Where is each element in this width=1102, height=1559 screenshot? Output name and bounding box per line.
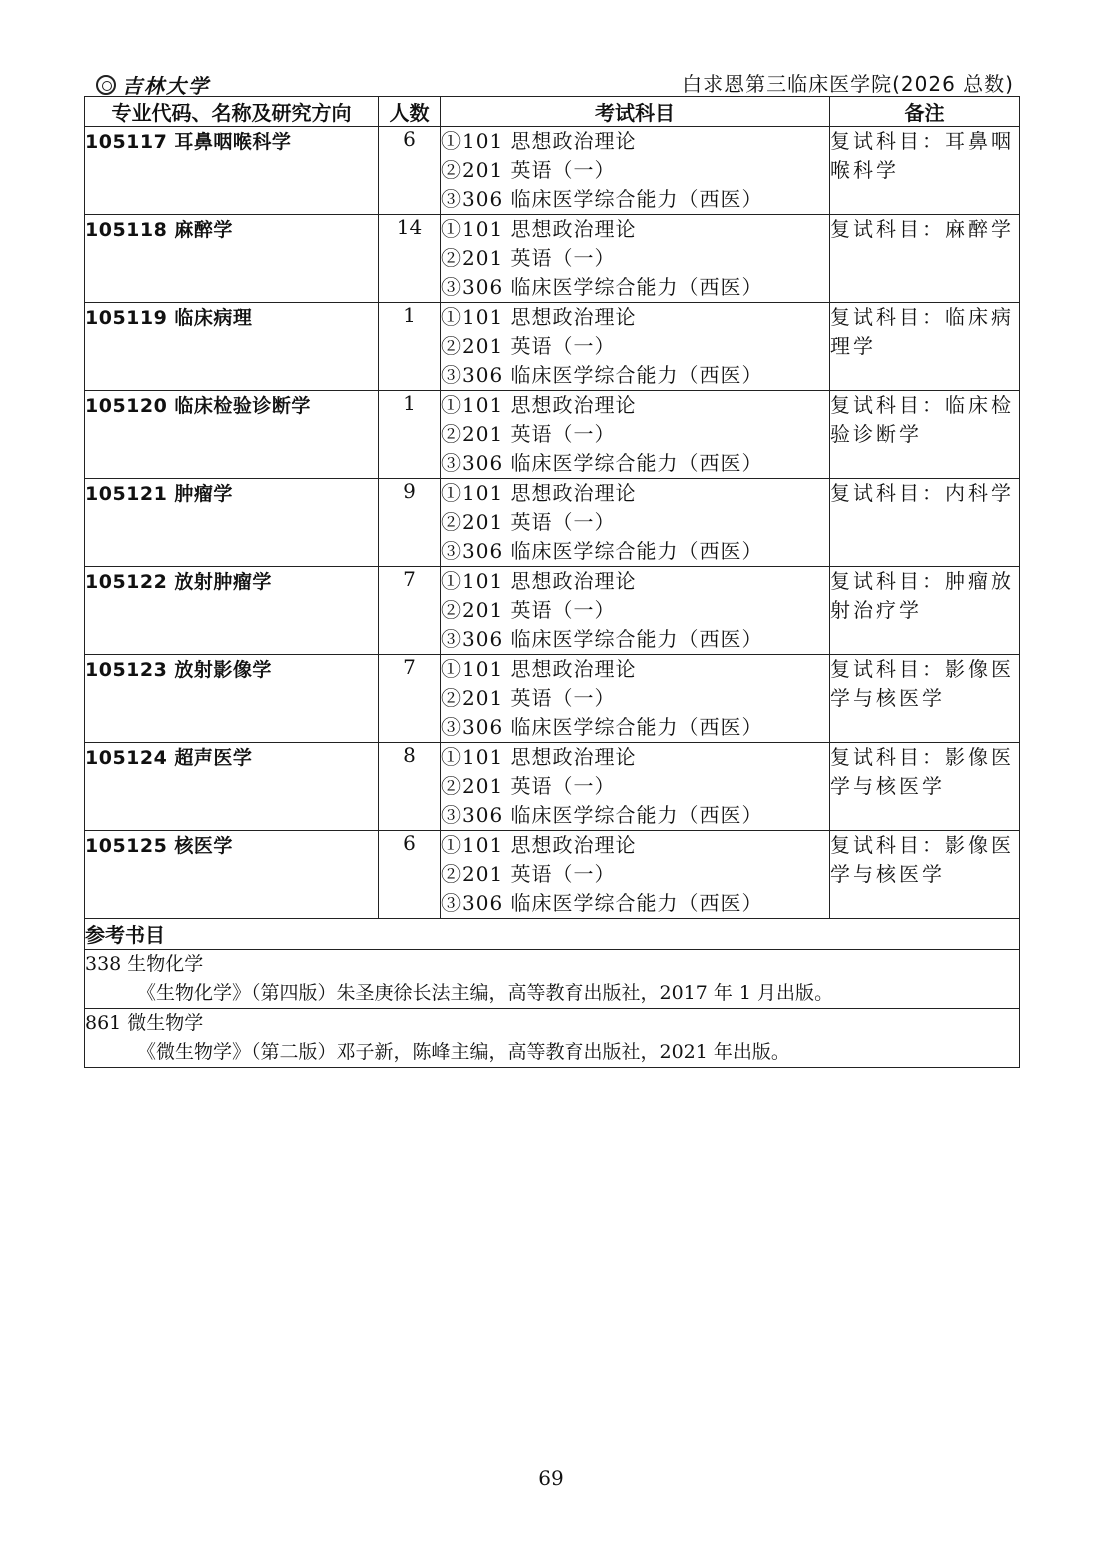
count-cell: 7 bbox=[379, 655, 441, 743]
note-cell: 复试科目：肿瘤放射治疗学 bbox=[830, 567, 1020, 655]
note-cell: 复试科目：影像医学与核医学 bbox=[830, 831, 1020, 919]
table-row bbox=[85, 215, 1020, 303]
subject-line: ②201 英语（一） bbox=[441, 598, 616, 622]
reference-item bbox=[85, 1009, 1020, 1068]
subjects-cell bbox=[441, 743, 830, 831]
subject-line: ③306 临床医学综合能力（西医） bbox=[441, 715, 763, 739]
subject-line: ②201 英语（一） bbox=[441, 158, 616, 182]
table-row bbox=[85, 743, 1020, 831]
university-logo bbox=[96, 70, 210, 99]
subjects-cell bbox=[441, 479, 830, 567]
subject-line: ③306 临床医学综合能力（西医） bbox=[441, 891, 763, 915]
count-cell: 8 bbox=[379, 743, 441, 831]
table-row bbox=[85, 567, 1020, 655]
subject-line: ③306 临床医学综合能力（西医） bbox=[441, 627, 763, 651]
subject-line: ③306 临床医学综合能力（西医） bbox=[441, 451, 763, 475]
references-heading-row bbox=[85, 919, 1020, 950]
page-header bbox=[84, 66, 1018, 96]
subject-line: ②201 英语（一） bbox=[441, 334, 616, 358]
count-cell: 9 bbox=[379, 479, 441, 567]
column-header-major: 专业代码、名称及研究方向 bbox=[85, 97, 379, 127]
subject-line: ②201 英语（一） bbox=[441, 686, 616, 710]
note-cell: 复试科目：内科学 bbox=[830, 479, 1020, 567]
major-cell: 105123 放射影像学 bbox=[85, 655, 379, 743]
table-row bbox=[85, 479, 1020, 567]
subject-line: ③306 临床医学综合能力（西医） bbox=[441, 275, 763, 299]
reference-title: 861 微生物学 bbox=[85, 1012, 204, 1034]
subject-line: ①101 思想政治理论 bbox=[441, 569, 637, 593]
page-number: 69 bbox=[538, 1466, 564, 1490]
column-header-count: 人数 bbox=[379, 97, 441, 127]
subject-line: ③306 临床医学综合能力（西医） bbox=[441, 363, 763, 387]
note-cell: 复试科目：影像医学与核医学 bbox=[830, 743, 1020, 831]
subject-line: ①101 思想政治理论 bbox=[441, 833, 637, 857]
subject-line: ②201 英语（一） bbox=[441, 422, 616, 446]
table-row bbox=[85, 391, 1020, 479]
header-title: 白求恩第三临床医学院(2026 总数) bbox=[682, 72, 1014, 96]
logo-text: 吉林大学 bbox=[122, 74, 210, 98]
subject-line: ①101 思想政治理论 bbox=[441, 217, 637, 241]
major-cell: 105121 肿瘤学 bbox=[85, 479, 379, 567]
reference-detail: 《微生物学》（第二版）邓子新，陈峰主编，高等教育出版社，2021 年出版。 bbox=[137, 1041, 790, 1063]
subjects-cell bbox=[441, 655, 830, 743]
table-row bbox=[85, 655, 1020, 743]
subjects-cell bbox=[441, 215, 830, 303]
count-cell: 6 bbox=[379, 831, 441, 919]
subject-line: ③306 临床医学综合能力（西医） bbox=[441, 187, 763, 211]
subjects-cell bbox=[441, 127, 830, 215]
count-cell: 7 bbox=[379, 567, 441, 655]
major-cell: 105122 放射肿瘤学 bbox=[85, 567, 379, 655]
major-cell: 105118 麻醉学 bbox=[85, 215, 379, 303]
reference-row bbox=[85, 950, 1020, 1009]
subject-line: ②201 英语（一） bbox=[441, 510, 616, 534]
reference-detail: 《生物化学》（第四版）朱圣庚徐长法主编，高等教育出版社，2017 年 1 月出版。 bbox=[137, 982, 834, 1004]
subjects-cell bbox=[441, 391, 830, 479]
subject-line: ①101 思想政治理论 bbox=[441, 481, 637, 505]
subject-line: ①101 思想政治理论 bbox=[441, 393, 637, 417]
subjects-cell bbox=[441, 567, 830, 655]
note-cell: 复试科目：耳鼻咽喉科学 bbox=[830, 127, 1020, 215]
note-cell: 复试科目：临床检验诊断学 bbox=[830, 391, 1020, 479]
subject-line: ①101 思想政治理论 bbox=[441, 129, 637, 153]
note-cell: 复试科目：影像医学与核医学 bbox=[830, 655, 1020, 743]
note-cell: 复试科目：临床病理学 bbox=[830, 303, 1020, 391]
subjects-cell bbox=[441, 831, 830, 919]
major-cell: 105120 临床检验诊断学 bbox=[85, 391, 379, 479]
count-cell: 6 bbox=[379, 127, 441, 215]
table-row bbox=[85, 303, 1020, 391]
major-cell: 105119 临床病理 bbox=[85, 303, 379, 391]
note-cell: 复试科目：麻醉学 bbox=[830, 215, 1020, 303]
reference-row bbox=[85, 1009, 1020, 1068]
major-cell: 105117 耳鼻咽喉科学 bbox=[85, 127, 379, 215]
count-cell: 1 bbox=[379, 391, 441, 479]
subject-line: ③306 临床医学综合能力（西医） bbox=[441, 539, 763, 563]
column-header-notes: 备注 bbox=[830, 97, 1020, 127]
subject-line: ②201 英语（一） bbox=[441, 246, 616, 270]
subject-line: ②201 英语（一） bbox=[441, 774, 616, 798]
subject-line: ③306 临床医学综合能力（西医） bbox=[441, 803, 763, 827]
table-row bbox=[85, 127, 1020, 215]
university-seal-icon bbox=[96, 75, 116, 95]
table-row bbox=[85, 831, 1020, 919]
subject-line: ①101 思想政治理论 bbox=[441, 657, 637, 681]
references-heading: 参考书目 bbox=[85, 919, 1020, 950]
subject-line: ①101 思想政治理论 bbox=[441, 745, 637, 769]
major-cell: 105124 超声医学 bbox=[85, 743, 379, 831]
reference-item bbox=[85, 950, 1020, 1009]
subjects-cell bbox=[441, 303, 830, 391]
admissions-table bbox=[84, 96, 1020, 1068]
count-cell: 1 bbox=[379, 303, 441, 391]
subject-line: ①101 思想政治理论 bbox=[441, 305, 637, 329]
reference-title: 338 生物化学 bbox=[85, 953, 204, 975]
column-header-subjects: 考试科目 bbox=[441, 97, 830, 127]
subject-line: ②201 英语（一） bbox=[441, 862, 616, 886]
count-cell: 14 bbox=[379, 215, 441, 303]
table-header-row bbox=[85, 97, 1020, 127]
major-cell: 105125 核医学 bbox=[85, 831, 379, 919]
